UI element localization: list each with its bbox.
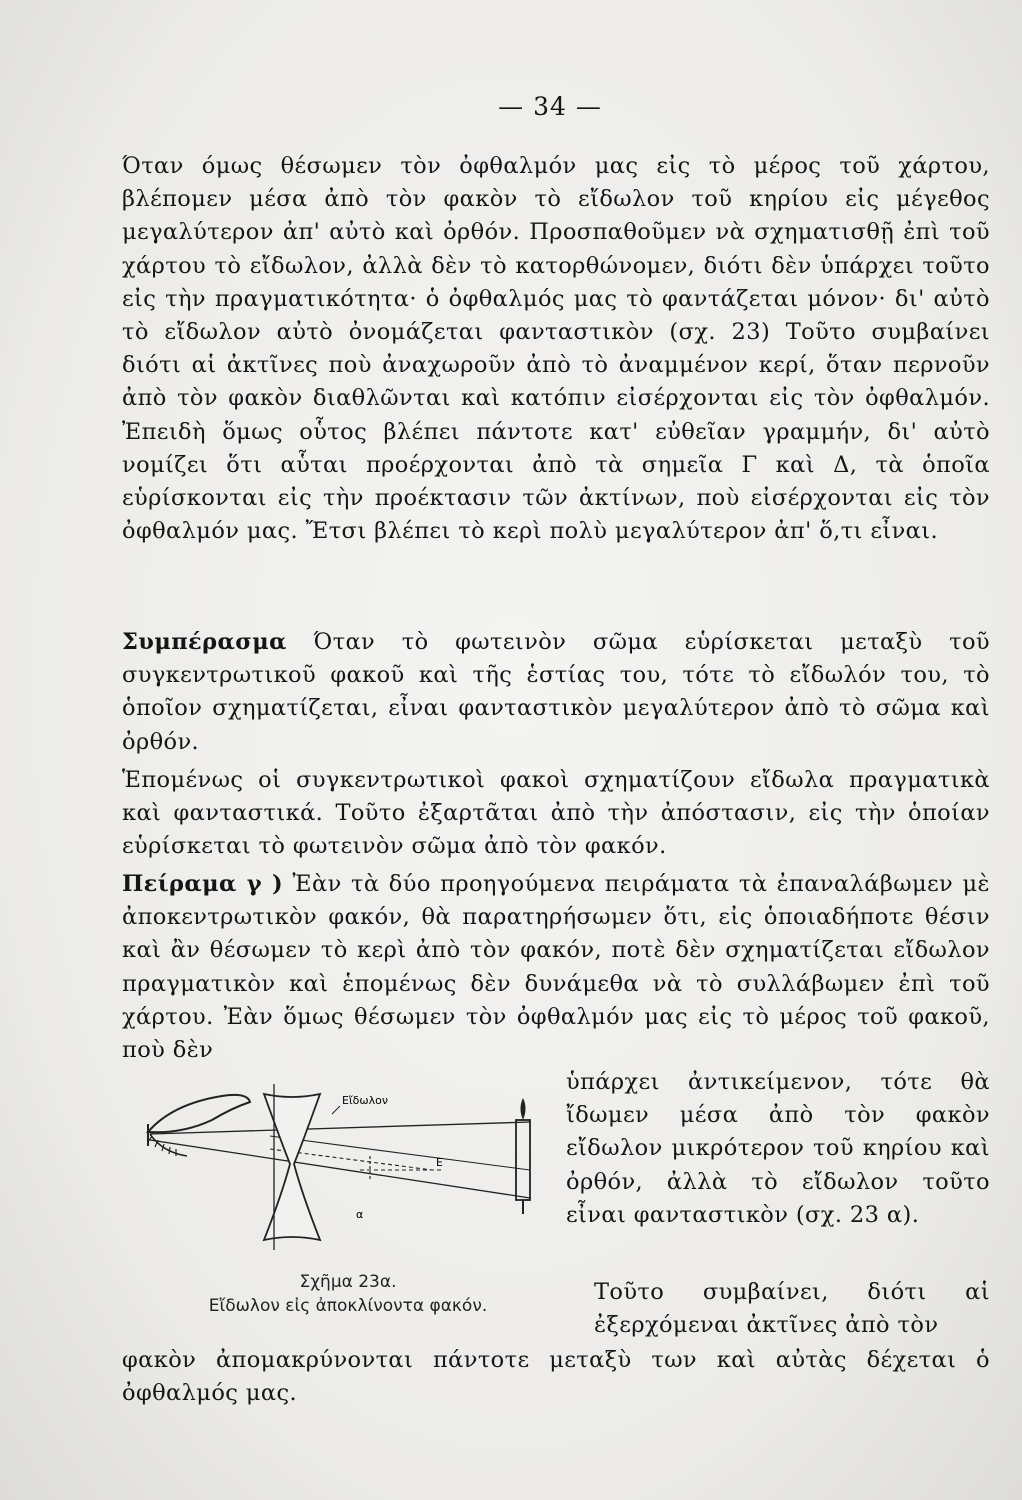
candle-icon xyxy=(516,1120,530,1200)
ray-upper xyxy=(150,1122,530,1134)
figure-caption-title: Εἴδωλον εἰς ἀποκλίνοντα φακόν. xyxy=(208,1296,488,1316)
paragraph-experiment-c xyxy=(122,868,990,1067)
figure-label-a: α xyxy=(356,1208,364,1221)
diverging-lens-icon xyxy=(264,1094,320,1240)
paragraph-reason: Τοῦτο συμβαίνει, διότι αἱ ἐξερχόμεναι ἀκτῖνες ἀπὸ τὸν xyxy=(594,1279,990,1339)
paragraph-reason-continued: φακὸν ἀπομακρύνονται πάντοτε μεταξὺ των καὶ αὐτὰς δέχεται ὁ ὀφθαλμός μας. xyxy=(122,1347,990,1407)
figure-caption-number: Σχῆμα 23α. xyxy=(299,1272,397,1292)
figure-label-image: Εἴδωλον xyxy=(342,1094,388,1107)
flame-icon xyxy=(521,1098,526,1120)
paragraph-conclusion xyxy=(122,626,990,759)
ray-lower xyxy=(150,1140,530,1198)
page-number: — 34 — xyxy=(498,92,602,121)
paragraph-experiment-c-continued: ὑπάρχει ἀντικείμενον, τότε θὰ ἴδωμεν μέσα ἀπὸ τὸν φακὸν εἴδωλον μικρότερον τοῦ κηρίου καὶ ὀρθόν, ἀλλὰ τὸ εἴδωλον τοῦτο εἶναι φανταστικὸν (σχ. 23 α). xyxy=(566,1069,990,1228)
eye-lid-icon xyxy=(148,1095,250,1132)
experiment-text: Ἐὰν τὰ δύο προηγούμενα πειράματα τὰ ἐπαναλάβωμεν μὲ ἀποκεντρωτικὸν φακόν, θὰ παρατηρήσωμεν ὅτι, εἰς ὁποιαδήποτε θέσιν καὶ ἂν θέσωμεν τὸ κερὶ ἀπὸ τὸν φακόν, ποτὲ δὲν σχηματίζεται εἴδωλον πραγματικὸν καὶ ἑπομένως δὲν δυνάμεθα νὰ τὸ συλλάβωμεν ἐπὶ τοῦ χάρτου. Ἐὰν ὅμως θέσωμεν τὸν ὀφθαλμόν μας εἰς τὸ μέρος τοῦ φακοῦ, ποὺ δὲν xyxy=(122,871,990,1064)
paragraph-consequently: Ἑπομένως οἱ συγκεντρωτικοὶ φακοὶ σχηματίζουν εἴδωλα πραγματικὰ καὶ φανταστικά. Τοῦτο ἐξαρτᾶται ἀπὸ τὴν ἀπόστασιν, εἰς τὴν ὁποίαν εὑρίσκεται τὸ φωτεινὸν σῶμα ἀπὸ τὸν φακόν. xyxy=(122,767,990,860)
diverging-lens-figure xyxy=(142,1074,552,1264)
figure-label-e: Ε xyxy=(436,1156,443,1169)
conclusion-heading: Συμπέρασμα xyxy=(122,629,287,655)
experiment-heading: Πείραμα γ ) xyxy=(122,871,284,897)
paragraph-virtual-image: Όταν όμως θέσωμεν τὸν ὀφθαλμόν μας εἰς τὸ μέρος τοῦ χάρτου, βλέπομεν μέσα ἀπὸ τὸν φακὸν τὸ εἴδωλον τοῦ κηρίου εἰς μέγεθος μεγαλύτερον ἀπ' αὐτὸ καὶ ὀρθόν. Προσπαθοῦμεν νὰ σχηματισθῇ ἐπὶ τοῦ χάρτου τὸ εἴδωλον, ἀλλὰ δὲν τὸ κατορθώνομεν, διότι δὲν ὑπάρχει τοῦτο εἰς τὴν πραγματικότητα· ὁ ὀφθαλμός μας τὸ φαντάζεται μόνον· δι' αὐτὸ τὸ εἴδωλον αὐτὸ ὀνομάζεται φανταστικὸν (σχ. 23) Τοῦτο συμβαίνει διότι αἱ ἀκτῖνες ποὺ ἀναχωροῦν ἀπὸ τὸ ἀναμμένον κερί, ὅταν περνοῦν ἀπὸ τὸν φακὸν διαθλῶνται καὶ κατόπιν εἰσέρχονται εἰς τὸν ὀφθαλμόν. Ἐπειδὴ ὅμως οὗτος βλέπει πάντοτε κατ' εὐθεῖαν γραμμήν, δι' αὐτὸ νομίζει ὅτι αὗται προέρχονται ἀπὸ τὰ σημεῖα Γ καὶ Δ, τὰ ὁποῖα εὑρίσκονται εἰς τὴν προέκτασιν τῶν ἀκτίνων, ποὺ εἰσέρχονται εἰς τὸν ὀφθαλμόν μας. Ἔτσι βλέπει τὸ κερὶ πολὺ μεγαλύτερον ἀπ' ὅ,τι εἶναι. xyxy=(122,153,990,545)
figure-caption xyxy=(148,1270,548,1318)
conclusion-text: Όταν τὸ φωτεινὸν σῶμα εὑρίσκεται μεταξὺ τοῦ συγκεντρωτικοῦ φακοῦ καὶ τῆς ἑστίας του, τότε τὸ εἴδωλόν του, τὸ ὁποῖον σχηματίζεται, εἶναι φανταστικὸν μεγαλύτερον ἀπὸ τὸ σῶμα καὶ ὀρθόν. xyxy=(122,629,990,755)
